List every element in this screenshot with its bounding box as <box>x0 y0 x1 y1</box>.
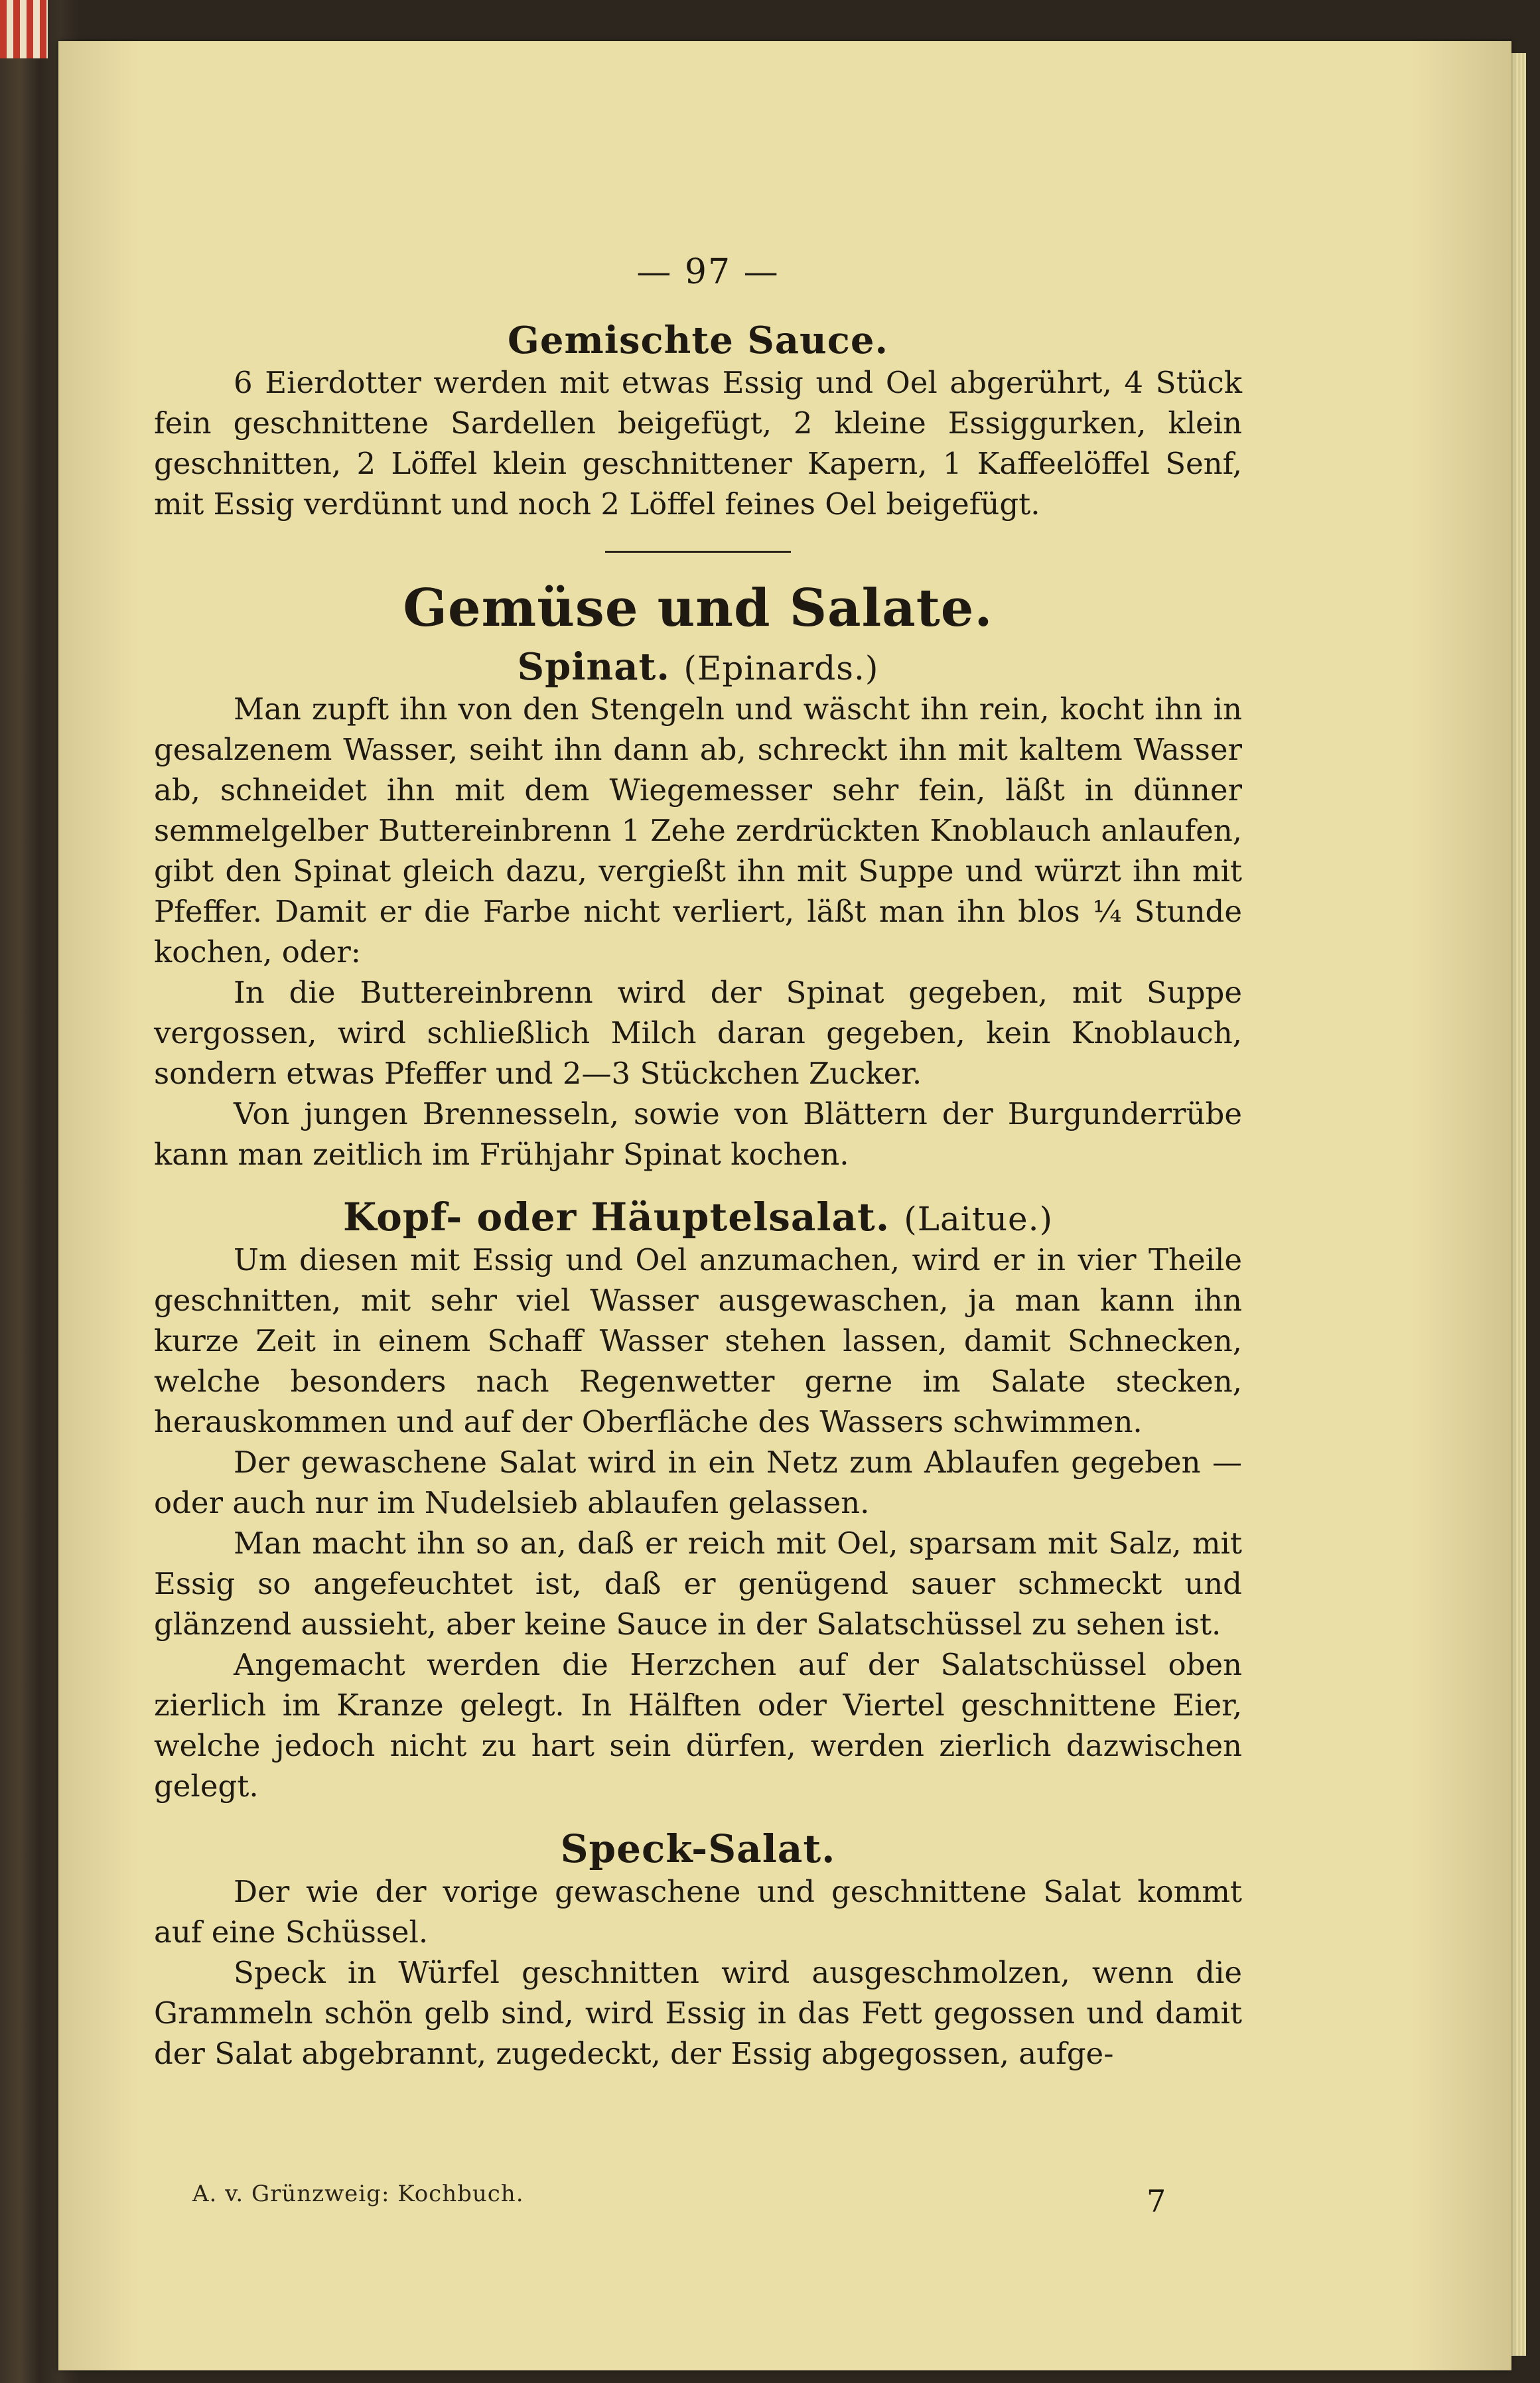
paragraph: Speck in Würfel geschnitten wird ausgeschmolzen, wenn die Grammeln schön gelb sind, wird Essig in das Fett gegossen und damit der Salat abgebrannt, zugedeckt, der Essig abgegossen, aufge- <box>154 1955 1242 2071</box>
paragraph: Von jungen Brennesseln, sowie von Blättern der Burgunderrübe kann man zeitlich im Frühjahr Spinat kochen. <box>154 1096 1242 1172</box>
section-title-latin: (Laitue.) <box>904 1200 1054 1238</box>
section-title-latin: (Epinards.) <box>683 649 879 687</box>
section-title-text: Kopf- oder Häuptelsalat. <box>342 1194 890 1240</box>
paragraph: Angemacht werden die Herzchen auf der Salatschüssel oben zierlich im Kranze gelegt. In Hälften oder Viertel geschnittene Eier, welche jedoch nicht zu hart sein dürfen, werden zierlich dazwischen gelegt. <box>154 1647 1242 1804</box>
section-title-spinat <box>154 645 1242 689</box>
section-title-gemischte-sauce: Gemischte Sauce. <box>508 319 888 362</box>
paragraph: Man zupft ihn von den Stengeln und wäscht ihn rein, kocht ihn in gesalzenem Wasser, seiht ihn dann ab, schreckt ihn mit kaltem Wasser ab, schneidet ihn mit dem Wiegemesser sehr fein, läßt in dünner semmelgelber Buttereinbrenn 1 Zehe zerdrückten Knoblauch anlaufen, gibt den Spinat gleich dazu, vergießt ihn mit Suppe und würzt ihn mit Pfeffer. Damit er die Farbe nicht verliert, läßt man ihn blos ¼ Stunde kochen, oder: <box>154 691 1242 970</box>
paragraph: In die Buttereinbrenn wird der Spinat gegeben, mit Suppe vergossen, wird schließlich Milch daran gegeben, kein Knoblauch, sondern etwas Pfeffer und 2—3 Stückchen Zucker. <box>154 975 1242 1091</box>
page-content <box>154 252 1242 2074</box>
paragraph: Der wie der vorige gewaschene und geschnittene Salat kommt auf eine Schüssel. <box>154 1874 1242 1950</box>
divider <box>605 551 791 553</box>
section-title-text: Spinat. <box>517 645 670 689</box>
paragraph: 6 Eierdotter werden mit etwas Essig und Oel abgerührt, 4 Stück fein geschnittene Sardellen beigefügt, 2 kleine Essiggurken, klein geschnitten, 2 Löffel klein geschnittener Kapern, 1 Kaffeelöffel Senf, mit Essig verdünnt und noch 2 Löffel feines Oel beigefügt. <box>154 365 1242 522</box>
chapter-title: Gemüse und Salate. <box>403 578 993 638</box>
paragraph: Der gewaschene Salat wird in ein Netz zum Ablaufen gegeben — oder auch nur im Nudelsieb ablaufen gelassen. <box>154 1445 1242 1520</box>
imprint-line: A. v. Grünzweig: Kochbuch. <box>192 2181 524 2207</box>
paragraph: Um diesen mit Essig und Oel anzumachen, wird er in vier Theile geschnitten, mit sehr viel Wasser ausgewaschen, ja man kann ihn kurze Zeit in einem Schaff Wasser stehen lassen, damit Schnecken, welche besonders nach Regenwetter gerne im Salate stecken, herauskommen und auf der Oberfläche des Wassers schwimmen. <box>154 1242 1242 1439</box>
paragraph: Man macht ihn so an, daß er reich mit Oel, sparsam mit Salz, mit Essig so angefeuchtet ist, daß er genügend sauer schmeckt und glänzend aussieht, aber keine Sauce in der Salatschüssel zu sehen ist. <box>154 1526 1242 1642</box>
page-number: — 97 — <box>636 252 780 292</box>
section-title-kopfsalat <box>154 1194 1242 1240</box>
signature-mark: 7 <box>1147 2183 1166 2219</box>
bookmark-ribbon <box>0 0 48 58</box>
section-title-speck-salat: Speck-Salat. <box>560 1826 836 1871</box>
